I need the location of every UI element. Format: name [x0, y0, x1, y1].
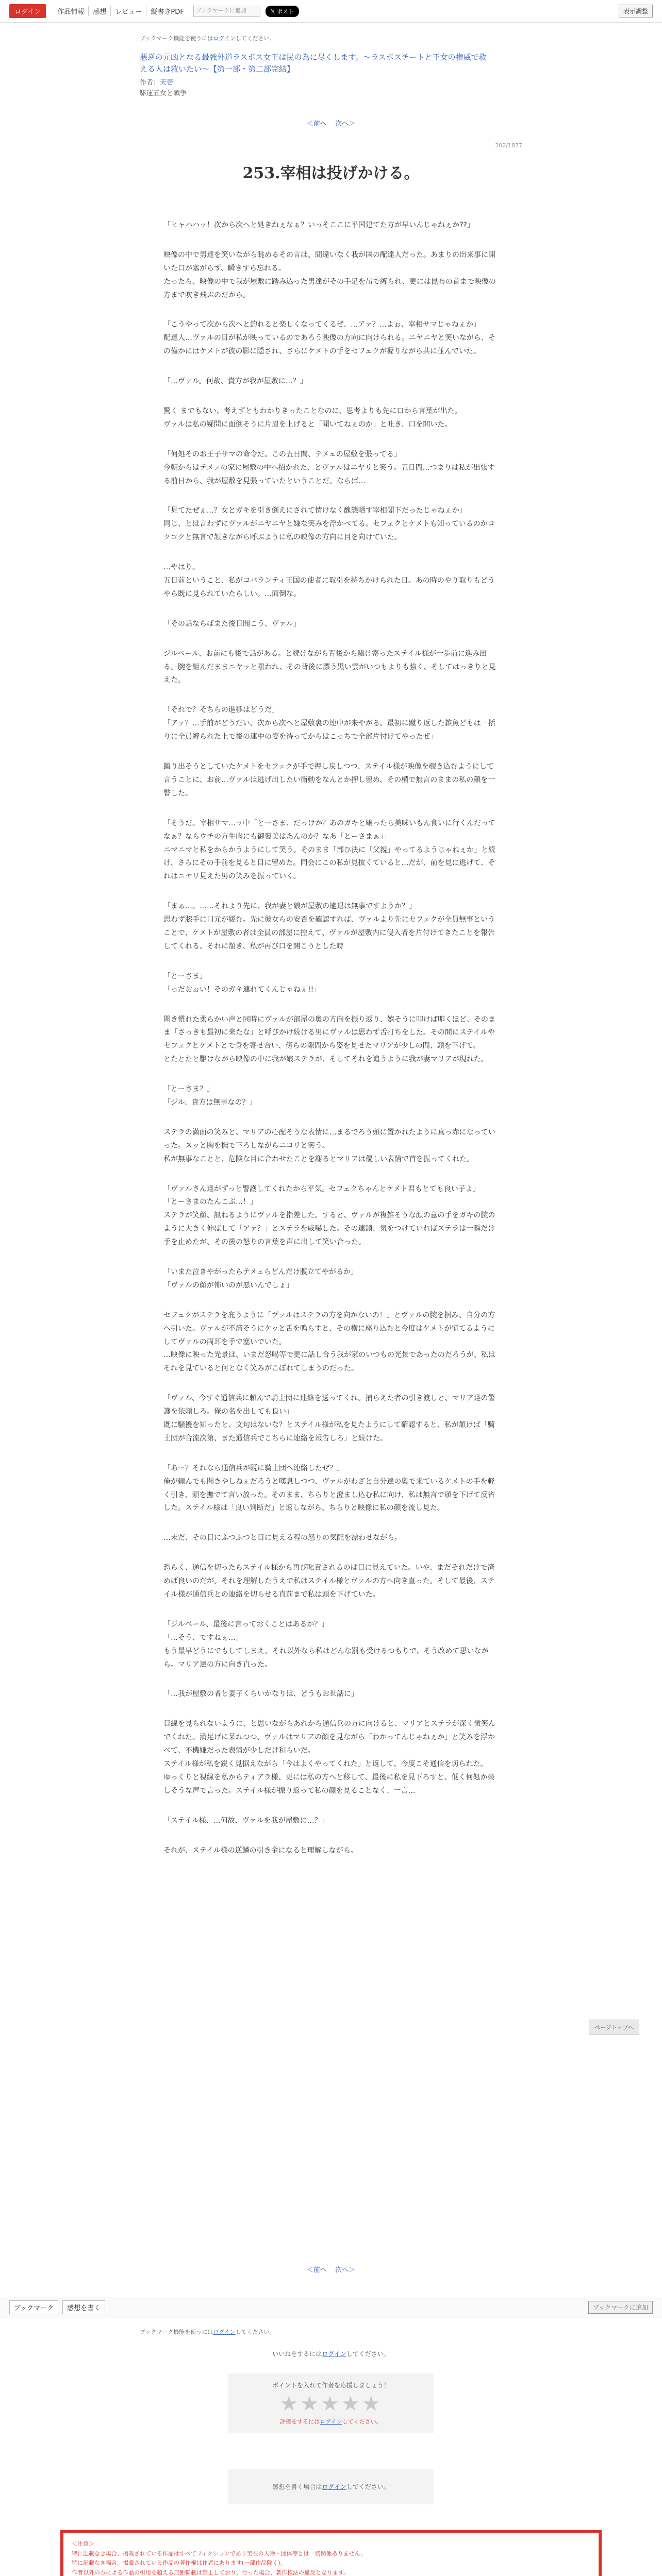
bottom-pager	[133, 2264, 529, 2274]
x-post-button[interactable]	[266, 6, 299, 17]
footer-login-link[interactable]: ログイン	[213, 2329, 236, 2335]
display-settings-button[interactable]: 表示調整	[619, 5, 653, 18]
star-icon[interactable]: ★	[279, 2392, 301, 2416]
paragraph: それが、ステイル様の逆鱗の引き金になると理解しながら。	[163, 1846, 358, 1855]
nav-impressions[interactable]: 感想	[89, 6, 111, 16]
like-note-text: いいねをするには	[272, 2350, 322, 2358]
note-login-link[interactable]: ログイン	[213, 35, 236, 42]
paragraph: 聞き慣れた柔らかい声と同時にヴァルが部屋の奥の方向を振り返り、嬉そうに叩けば叩くほど、そのまま「さっきも最初に来たな」と呼びかけ続ける男にヴァルは思わず舌打ちをした。その間にステイルやセフェクとケメトとで身を寄せ合い、傍らの隙間から姿を見せたマリアが少しの間、頭を下げて。 とたとたと駆けながら映像の中に我が娘ステラが、そしてそれを追うように我が妻マリアが現れた。	[163, 1015, 495, 1064]
series-title[interactable]: 悪逆の元凶となる最強外道ラスボス女王は民の為に尽くします。～ラスボスチートと王女の権威で救える人は救いたい～【第一部・第二部完結】	[140, 53, 487, 74]
paragraph: セフェクがステラを庇うように「ヴァルはステラの方を向かないの！」とヴァルの腕を掴み、自分の方へ引いた。ヴァルが不満そうにケッと舌を鳴らすと、その横に座り込むと今度はケメトが慌てるようにしてヴァルの両耳を手で塞いでいた。 …映像に映った光景は、いまだ怒喝等で更に話し合う我が家のいつもの光景であったのだろうが、私はそれを見ていると何となく笑みがこぼれてしまうのだった。	[163, 1311, 495, 1373]
paragraph: 蹴り出そうとしていたケメトをセフェクが手で押し戻しつつ、ステイル様が映像を覗き込むようにして言うことに、お前…ヴァルは逃げ出したい衝動をなんとか押し留め、その横で無言のままの私の顔を一瞥した。	[163, 762, 495, 798]
paragraph: 「そうだ。宰相サマ…ッ中「とーさま、だっけか？あのガキと嬢ったら美味いもん食いに行くんだってなぁ？ならウチの方牛肉にも御褒美はあんのか？なあ「とーさまぁ」」 ニマニマと私をからかうようにして笑う。そのまま「部ひ決に「父親」やってるようじゃねぇか」と続け、さらにその手前を見ると目に留めた。同会にこの私が見抜くていると…だが、前を見に逃げて、それはニヤリ見えた男の笑みを振っていく。	[163, 819, 495, 881]
paragraph: 「まぁ…。……それより先に、我が妻と娘が屋敷の避退は無事ですようか？」 思わず膝手に口元が緩む。先に彼女らの安否を確認すれば、ヴァルより先にセフェクが全員無事ということで、ケメトが屋敷の者は全員の部屋に控えて、ヴァルが屋敷内に侵入者を片付けてきたことを報告してくれる。それに頷き、私が再び口を開こうとした時	[163, 902, 495, 951]
paragraph: ステラの満面の笑みと、マリアの心配そうな表情に…まるでろう頭に置かれたように真っ赤になっていった。スッと胸を撫で下ろしながらニコリと笑う。 私が無事なことと、危険な目に合わせたことを謝るとマリアは優しい表情で首を振ってくれた。	[163, 1128, 495, 1163]
paragraph: 「それで？そちらの進捗はどうだ」 「アァ？…手前がどうだい、次から次へと屋敷裏の連中が来やがる。最初に蹴り返した雑魚どもは一括りに全員縛られた上で後の連中の姿を待ってからはこっちで全部片付けてやったぜ」	[163, 706, 495, 741]
notice-red-1: 特に記載なき場合、掲載されている作品はすべてフィクションであり実在の人物・団体等とは一切関係ありません。	[72, 2550, 367, 2557]
impression-login-link[interactable]: ログイン	[322, 2483, 346, 2490]
star-icon[interactable]: ★	[321, 2392, 341, 2416]
prev-link-bottom[interactable]: ＜前へ	[306, 2266, 327, 2274]
paragraph: 目線を見られないように、と思いながらあれから通信兵の方に向けると、マリアとステラが深く微笑んでくれた。満足げに呆れつつ、ヴァルはマリアの顔を見ながら「わかってんじゃねぇか」と笑みを浮かべて、不機嫌だった表情が少しだけ和らいだ。 ステイル様が私を鋭く見据えながら「今はよくやってくれた」と返して、今度こそ通信を切られた。 ゆっくりと視線を私からティアラ様、更には私の方へと移して、最後に私を見下ろすと、低く何処か楽しそうな声で言った。ステイル様が振り返って私の顔を見ることなく、一言…	[163, 1720, 495, 1795]
paragraph: 「…我が屋敷の者と妻子くらいかなりは、どうもお世話に」	[163, 1690, 358, 1699]
paragraph: 恐らく、通信を切ったらステイル様から再び叱責されるのは目に見えていた。いや、まだそれだけで済めば良いのだが。それを理解したうえで私はステイル様とヴァルの方へ向き直った。そして最後、ステイル様が通信兵との連絡を切らせる直前まで私は頭を下げていた。	[163, 1564, 495, 1599]
login-button[interactable]: ログイン	[9, 4, 46, 18]
paragraph: 「いまた泣きやがったらテメェらどんだけ腹立てやがるか」 「ヴァルの顔が怖いのが悪いんでしょ」	[163, 1267, 358, 1290]
prev-link[interactable]: ＜前へ	[306, 120, 327, 128]
notice-red-3: 作者以外の方による作品の引用を超える無断転載は禁止しており、行った場合、著作権法の違反となります。	[72, 2569, 350, 2576]
write-impression-tab[interactable]: 感想を書く	[62, 2300, 105, 2314]
top-nav	[53, 6, 188, 16]
bookmark-tab[interactable]: ブックマーク	[9, 2300, 58, 2314]
next-link[interactable]: 次へ＞	[335, 120, 356, 128]
paragraph: ジルベール、お前にも後で話がある。と続けながら背後から駆け寄ったステイル様が一歩前に進み出る。腕を組んだままニヤッと嗤われ、その背後に漂う黒い雲がいつもよりも強く、そしてはっきりと見えた。	[163, 649, 496, 685]
page-top-button[interactable]: ページトップへ	[589, 2020, 639, 2035]
rating-stars[interactable]	[233, 2394, 429, 2414]
notice-head: ＜注意＞	[72, 2540, 94, 2547]
star-icon[interactable]: ★	[361, 2392, 383, 2416]
paragraph: 「何処そのお王子サマの命令だ。この五日間、テメェの屋敷を張ってる」 今朝からはテメェの家に屋敷の中へ招かれた、とヴァルはニヤリと笑う。五日間…つまりは私が出張する前日から、我が屋敷を見張っていたということだ。ならば…	[163, 450, 495, 485]
top-pager	[133, 118, 529, 128]
bookmark-login-note	[133, 34, 529, 42]
note-text-end: してください。	[235, 35, 275, 42]
page-number: 302/1877	[495, 142, 522, 149]
paragraph: 驚く までもない、考えずともわかりきったことなのに、思考よりも先に口から言葉が出た。 ヴァルは私の疑問に面倒そうに片眉を上げると「聞いてねぇのか」と吐き、口を開いた。	[163, 407, 462, 429]
footer-login-note	[133, 2328, 529, 2336]
footer-content	[133, 2328, 529, 2336]
paragraph: 「その話ならばまた後日聞こう、ヴァル」	[163, 619, 301, 628]
paragraph: 「あー？それなら通信兵が既に騎士団へ連絡したぜ？」 俺が頼んでも聞きやしねぇだろうと嘆息しつつ、ヴァルがわざと自分達の奥で来ているケメトの手を軽く引き、頭を撫でて言い放った。そのまま、ちらりと澄まし込む私に向け、私は無言で頭を下げて反省した。ステイル様は「良い判断だ」と返しながら、ちらりと映像に私の顔を流し見た。	[163, 1464, 495, 1513]
bookmark-add-button[interactable]: ブックマークに追加	[193, 6, 260, 17]
rating-login-note	[233, 2417, 429, 2426]
like-note	[187, 2349, 475, 2358]
paragraph: 「ジルベール、最後に言っておくことはあるか？」 「…そう、ですねぇ…」 もう最早どうにでもしてしまえ。それ以外なら私はどんな罰も受けるつもりで、そう改めて思いながら。マリア達の方に向き直った。	[163, 1620, 489, 1669]
notice-red-2: 特に記載なき場合、掲載されている作品の著作権は作者にあります(一部作品除く)。	[72, 2560, 286, 2567]
like-login-link[interactable]: ログイン	[322, 2350, 346, 2358]
impression-end: してください。	[346, 2483, 390, 2490]
rating-title: ポイントを入れて作者を応援しましょう！	[272, 2382, 390, 2389]
paragraph: 「こうやって次から次へと釣れると楽しくなってくるぜ、…アァ？…よぉ、宰相サマじゃねぇか」 配達人…ヴァルの目が私が映っているのであろう映像の方向に向けられる。ニヤニヤと笑いながら、その僅かにはケメトが彼の影に隠され、さらにケメトの手をセフェクが握りながら共に並んでいた。	[163, 320, 495, 356]
paragraph: …やはり。 五日前ということ、私がコバランティ王国の使者に取引を持ちかけられた日。あの時のやり取りもどうやら既に見られていたらしい。…面倒な。	[163, 563, 495, 598]
star-icon[interactable]: ★	[300, 2392, 321, 2416]
impression-text: 感想を書く場合は	[272, 2483, 322, 2490]
next-link-bottom[interactable]: 次へ＞	[335, 2266, 356, 2274]
paragraph: 「見てたぜぇ…？女とガキを引き倒えにされて情けなく醜態晒す宰相閣下だったじゃねぇか」 同じ、とは言わずにヴァルがニヤニヤと嫌な笑みを浮かべてる。セフェクとケメトも知っているのかコクコクと無言で頷きながら呼ぶように私の映像の方向に目を向けていた。	[163, 506, 495, 542]
author-line	[133, 77, 529, 87]
impression-box	[228, 2469, 434, 2504]
note-text: ブックマーク機能を使うには	[140, 35, 213, 42]
author-label: 作者：	[140, 79, 160, 87]
paragraph: 映像の中で男達を笑いながら眺めるその言は、間違いなく我が国の配達人だった。あまりの出来事に開いた口が塞がらず、瞬きすら忘れる。 たったら、映像の中で我が屋敷に踏み込った男達がその手足を吊で縛られ、更には昆布の首まで映像の方まで吹き飛ぶのだから。	[163, 250, 496, 299]
rating-box	[228, 2374, 434, 2433]
like-note-end: してください。	[346, 2350, 390, 2358]
rating-note-end: してください。	[342, 2418, 382, 2425]
x-post-label: ポスト	[277, 8, 294, 15]
paragraph: 「…ヴァル。何故、貴方が我が屋敷に…？」	[163, 377, 307, 386]
paragraph: 「とーさま？」 「ジル、貴方は無事なの？」	[163, 1085, 257, 1107]
nav-work-info[interactable]: 作品情報	[53, 6, 89, 16]
rating-note-text: 評価をするには	[280, 2418, 320, 2425]
chapter-group: 駆運五女と戦争	[140, 90, 187, 97]
paragraph: 「ヴァルさん達がずっと警護してくれたから平気。セフェクちゃんとケメト君もとても良い子よ」 「とーさまのたんこぶ…！」 ステラが笑顔、訊ねるようにヴァルを指差した。すると、ヴァルが複雑そうな顔の意の手をガキの腕のように大きく伸ばして「アァ？」とステラを威嚇した。その連鎖、気をつけていればステラは一瞬だけ手を止めたが、その後の怒りの言葉を声に出して笑い合った。	[163, 1184, 495, 1247]
paragraph: 「ヴァル、今すぐ通信兵に頼んで騎士団に連絡を送ってくれ。捕らえた者の引き渡しと、マリア達の警護を依頼しろ。俺の名を出しても良い」 既に騒擾を知ったと、文句はないな？とステイル様が私を見たようにして確認すると、私が頷けば「騎士団が合流次第、また通信兵でこちらに連絡を報告しろ」と続けた。	[163, 1394, 495, 1443]
novel-body	[133, 219, 529, 2247]
paragraph: 「ヒャハハッ！次から次へと処きねぇなぁ？いっそここに平国建てた方が早いんじゃねぇか??」	[163, 221, 474, 229]
nav-vertical-pdf[interactable]: 縦書きPDF	[151, 8, 184, 16]
footer-toolbar	[0, 2297, 662, 2317]
rating-login-link[interactable]: ログイン	[320, 2418, 342, 2425]
login-note-end: してください。	[235, 2329, 275, 2335]
star-icon[interactable]: ★	[341, 2392, 362, 2416]
main-content	[133, 34, 529, 2274]
top-bar	[0, 0, 662, 23]
footer-bookmark-add[interactable]: ブックマークに追加	[588, 2301, 653, 2314]
x-icon: 𝕏	[270, 8, 277, 15]
author-link[interactable]: 天壱	[160, 79, 174, 87]
login-note-text: ブックマーク機能を使うには	[140, 2329, 213, 2335]
paragraph: 「ステイル様、…何故、ヴァルを我が屋敷に…？」	[163, 1816, 329, 1825]
nav-reviews[interactable]: レビュー	[111, 6, 146, 16]
paragraph: 「とーさま」 「っだおぉい！そのガキ連れてくんじゃねぇ!!」	[163, 972, 321, 994]
paragraph: …未だ、その目にふつふつと目に見える程の怒りの気配を漂わせながら。	[163, 1534, 402, 1543]
notice-box	[60, 2530, 602, 2576]
chapter-title: 253.宰相は投げかける。	[242, 164, 420, 182]
